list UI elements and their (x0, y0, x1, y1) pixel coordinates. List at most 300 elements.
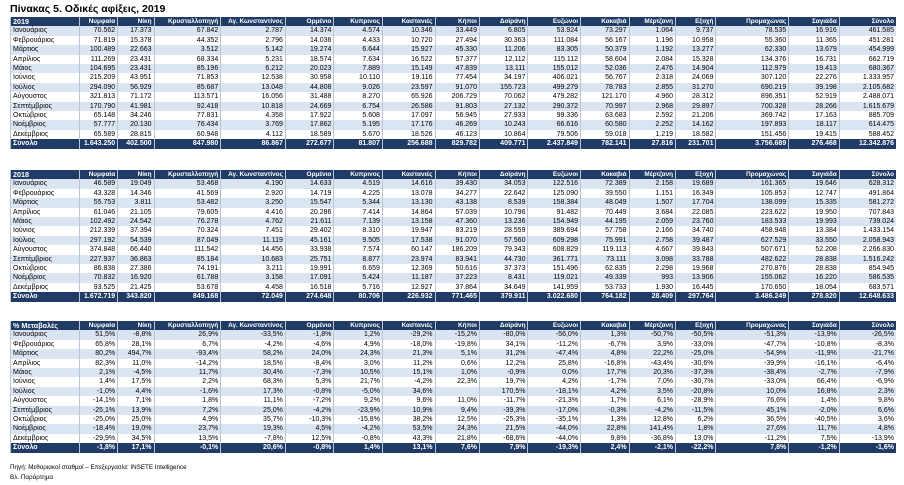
month-label: Μάιος (11, 368, 80, 377)
table-cell: 1.151 (629, 189, 675, 198)
table-cell: 13.158 (382, 217, 435, 226)
table-cell: 28.312 (676, 92, 716, 101)
table-cell: 8.310 (334, 226, 383, 235)
table-row (11, 245, 897, 254)
table-cell: 55.753 (79, 198, 117, 207)
table-cell: 15.547 (285, 198, 334, 207)
table-row (11, 434, 897, 443)
table-cell: 14.374 (285, 26, 334, 35)
table-cell: -29,2% (382, 330, 435, 339)
table-cell: 18,5% (221, 359, 286, 368)
table-cell: 18.526 (382, 130, 435, 139)
column-header: Κυπρινος (334, 17, 383, 26)
table-cell: 4.112 (221, 130, 286, 139)
column-header: Σαγιάδα (789, 170, 840, 179)
table-cell: 11,0% (118, 359, 154, 368)
table-row (11, 92, 897, 101)
table-cell: 15.149 (382, 64, 435, 73)
table-cell: 72.389 (581, 179, 630, 188)
month-label: Φεβρουάριος (11, 36, 80, 45)
table-cell: 66.440 (118, 245, 154, 254)
table-row (11, 349, 897, 358)
table-cell: 66,4% (789, 377, 840, 386)
table-cell: 71.853 (154, 73, 221, 82)
column-header: Νυμφαία (79, 321, 117, 330)
table-cell: 20.130 (118, 120, 154, 129)
table-cell: -4,2% (334, 424, 383, 433)
remark-note: Βλ. Παράρτημα (10, 474, 54, 481)
table-cell: 18.574 (285, 55, 334, 64)
table-cell: 627.529 (716, 236, 789, 245)
table-cell: 28,1% (118, 340, 154, 349)
column-header: Δοϊράνη (479, 321, 528, 330)
table-cell: 2.592 (629, 111, 675, 120)
total-cell: 782.141 (581, 139, 630, 148)
table-row (11, 406, 897, 415)
table-cell (435, 387, 479, 396)
table-cell: 6,7% (154, 340, 221, 349)
column-header: Καστανιές (382, 321, 435, 330)
column-header: Νυμφαία (79, 17, 117, 26)
table-cell: 11,1% (221, 396, 286, 405)
table-cell: 614.475 (839, 120, 896, 129)
column-header: Αγ. Κωνσταντίνος (221, 17, 286, 26)
table-cell: 10,9% (382, 406, 435, 415)
table-cell: 4.458 (221, 283, 286, 292)
table-cell: 73.111 (581, 255, 630, 264)
table-cell: 39.487 (676, 236, 716, 245)
table-cell: 2.968 (629, 102, 675, 111)
table-cell: 2.252 (629, 120, 675, 129)
table-cell: 71.172 (118, 92, 154, 101)
table-cell: 1.064 (629, 26, 675, 35)
table-cell: 24,0% (285, 349, 334, 358)
table-cell: 9,4% (435, 406, 479, 415)
table-cell: 22.663 (118, 45, 154, 54)
table-row (11, 208, 897, 217)
table-cell: 18.054 (789, 283, 840, 292)
table-row (11, 377, 897, 386)
table-cell: 609.298 (528, 236, 581, 245)
total-cell: 379.911 (479, 292, 528, 301)
table-row (11, 236, 897, 245)
table-cell: 79.343 (479, 245, 528, 254)
table-cell: 57.777 (79, 120, 117, 129)
table-cell: 3,9% (629, 340, 675, 349)
arrivals-table-2019 (10, 17, 896, 149)
table-cell: -44,0% (528, 434, 581, 443)
table-cell: 27.132 (479, 102, 528, 111)
table-cell: 55.360 (716, 36, 789, 45)
table-cell: -0,8% (285, 387, 334, 396)
table-cell: 60.948 (154, 130, 221, 139)
table-cell: 896.351 (716, 92, 789, 101)
table-cell: 1.192 (629, 45, 675, 54)
table-cell: 2.166 (629, 226, 675, 235)
column-header: Κήποι (435, 170, 479, 179)
table-cell: 9,6% (382, 396, 435, 405)
table-cell: 39.430 (435, 179, 479, 188)
table-cell: 26,9% (154, 330, 221, 339)
table-cell: 15.927 (382, 45, 435, 54)
month-label: Μάιος (11, 64, 80, 73)
table-cell: 5.195 (334, 120, 383, 129)
table-cell: 49.339 (581, 273, 630, 282)
table-cell: -11,2% (716, 434, 789, 443)
total-cell: 402.500 (118, 139, 154, 148)
table-cell: 45.330 (435, 45, 479, 54)
table-row (11, 255, 897, 264)
table-cell: 270.876 (716, 264, 789, 273)
table-cell: 58.604 (581, 55, 630, 64)
table-cell: 680.367 (839, 64, 896, 73)
table-cell: 494,7% (118, 349, 154, 358)
table-cell: 33.550 (789, 236, 840, 245)
table-cell: 53,5% (382, 424, 435, 433)
table-cell: 6.644 (334, 45, 383, 54)
table-cell: 4,9% (334, 340, 383, 349)
table-cell: 10.243 (479, 120, 528, 129)
table-cell: 12.927 (382, 283, 435, 292)
table-cell: 4,9% (154, 415, 221, 424)
table-cell: 2.266.830 (839, 245, 896, 254)
table-row (11, 179, 897, 188)
table-cell: 77.454 (435, 73, 479, 82)
table-cell: 22.642 (479, 189, 528, 198)
table-cell: -54,9% (716, 349, 789, 358)
table-cell: -39,9% (716, 359, 789, 368)
total-cell: 771.465 (435, 292, 479, 301)
table-cell: 37.373 (479, 264, 528, 273)
table-cell: 28.266 (789, 102, 840, 111)
column-header: Αγ. Κωνσταντίνος (221, 321, 286, 330)
table-cell: 77.831 (154, 111, 221, 120)
table-cell: 10.796 (479, 208, 528, 217)
column-header: Εξοχή (676, 170, 716, 179)
table-cell: 7,0% (629, 377, 675, 386)
table-cell: 68,3% (221, 377, 286, 386)
table-cell: 14.864 (382, 208, 435, 217)
total-cell: 829.782 (435, 139, 479, 148)
table-cell: 28.559 (479, 226, 528, 235)
total-cell: 7,9% (479, 443, 528, 452)
table-cell: 5.716 (334, 283, 383, 292)
column-header: Προμαχώνας (716, 321, 789, 330)
table-cell: 19,7% (479, 377, 528, 386)
table-cell: 56.945 (435, 111, 479, 120)
total-cell: -1,6% (839, 443, 896, 452)
table-cell: 24.069 (676, 73, 716, 82)
table-cell: 499.279 (528, 83, 581, 92)
table-cell: -47,7% (716, 340, 789, 349)
column-header: Μέρτζανη (629, 321, 675, 330)
table-row (11, 64, 897, 73)
table-cell: 19.950 (789, 208, 840, 217)
table-cell: -20,8% (676, 387, 716, 396)
column-header: Κρυσταλλοπηγή (154, 170, 221, 179)
table-cell: 6.212 (221, 64, 286, 73)
table-cell: 18.582 (676, 130, 716, 139)
month-label: Ιούλιος (11, 387, 80, 396)
table-cell: 30.363 (479, 36, 528, 45)
table-cell: 19,3% (221, 424, 286, 433)
table-cell: -80,0% (479, 330, 528, 339)
total-cell: 764.182 (581, 292, 630, 301)
table-row (11, 73, 897, 82)
table-cell: 16.731 (789, 55, 840, 64)
table-cell: 100.489 (79, 45, 117, 54)
table-cell: 361.771 (528, 255, 581, 264)
table-cell: 53.924 (528, 26, 581, 35)
table-cell: -13,9% (789, 330, 840, 339)
table-cell: 18.589 (285, 130, 334, 139)
table-cell: 1,3% (581, 415, 630, 424)
table-cell: 9,8% (839, 396, 896, 405)
table-cell: 321.813 (79, 92, 117, 101)
table-cell: 141.959 (528, 283, 581, 292)
total-cell: 231.701 (676, 139, 716, 148)
month-label: Νοέμβριος (11, 273, 80, 282)
column-header: Ορμένιο (285, 170, 334, 179)
table-cell: -35,1% (528, 415, 581, 424)
table-cell: 62.330 (716, 45, 789, 54)
table-cell: 65.926 (382, 92, 435, 101)
total-cell: 17,1% (118, 443, 154, 452)
table-cell: 13.078 (382, 189, 435, 198)
month-label: Απρίλιος (11, 359, 80, 368)
table-cell: 389.694 (528, 226, 581, 235)
table-cell: 11.119 (221, 236, 286, 245)
table-cell: 14.036 (285, 36, 334, 45)
total-cell: 27.816 (629, 139, 675, 148)
total-cell: 1,4% (334, 443, 383, 452)
table-cell: 14.346 (118, 189, 154, 198)
table-cell: 43.138 (435, 198, 479, 207)
table-cell: 581.272 (839, 198, 896, 207)
total-cell: 276.468 (789, 139, 840, 148)
table-cell: 14.616 (382, 179, 435, 188)
table-cell: 21,8% (435, 434, 479, 443)
month-label: Οκτώβριος (11, 111, 80, 120)
table-cell: 23.760 (676, 217, 716, 226)
table-cell: 57.560 (479, 236, 528, 245)
table-cell: -7,8% (221, 434, 286, 443)
table-cell: 15,1% (382, 368, 435, 377)
table-cell: 2.158 (629, 179, 675, 188)
table-cell: 83.941 (435, 255, 479, 264)
total-cell: -22,2% (676, 443, 716, 452)
table-cell: 215.209 (79, 73, 117, 82)
table-cell: 19.968 (676, 264, 716, 273)
table-cell: 7,1% (118, 396, 154, 405)
table-cell: 11,2% (382, 359, 435, 368)
table-cell: 1.516.242 (839, 255, 896, 264)
table-cell: 9,8% (581, 434, 630, 443)
table-cell: 57.377 (435, 55, 479, 64)
table-cell: 2,2% (154, 377, 221, 386)
total-cell: 72.049 (221, 292, 286, 301)
table-cell: 37.864 (435, 283, 479, 292)
table-cell: 63.683 (581, 111, 630, 120)
table-cell: 12,5% (285, 434, 334, 443)
table-cell: 102.492 (79, 217, 117, 226)
table-cell: 3.811 (118, 198, 154, 207)
table-cell: -39,3% (479, 406, 528, 415)
table-cell: 4,5% (285, 424, 334, 433)
column-header: Καστανιές (382, 17, 435, 26)
total-label: Σύνολο (11, 443, 80, 452)
table-cell: 23.597 (382, 83, 435, 92)
table-cell: 39.198 (789, 83, 840, 92)
table-cell: -8,4% (285, 359, 334, 368)
table-cell: 56.767 (581, 73, 630, 82)
column-header: Δοϊράνη (479, 17, 528, 26)
table-cell: 9.737 (676, 26, 716, 35)
table-cell: -51,3% (716, 330, 789, 339)
table-cell: 2.488.071 (839, 92, 896, 101)
table-row (11, 26, 897, 35)
table-cell: 0,6% (435, 359, 479, 368)
month-label: Δεκέμβριος (11, 283, 80, 292)
column-header: Ευζώνοι (528, 321, 581, 330)
table-cell: -11,9% (789, 349, 840, 358)
table-cell: 2,1% (79, 368, 117, 377)
table-row (11, 83, 897, 92)
total-cell: -2,1% (629, 443, 675, 452)
table-cell: 39.550 (581, 189, 630, 198)
table-cell: 13,9% (118, 406, 154, 415)
table-cell: 16,8% (789, 387, 840, 396)
total-cell: 297.764 (676, 292, 716, 301)
table-cell: 1,0% (435, 368, 479, 377)
table-cell: -4,2% (629, 406, 675, 415)
table-cell: 2.758 (629, 236, 675, 245)
table-cell: 21.425 (118, 283, 154, 292)
table-cell: 53.678 (154, 283, 221, 292)
table-cell: 57.758 (581, 226, 630, 235)
column-header: Κακαβιά (581, 321, 630, 330)
total-cell: 256.688 (382, 139, 435, 148)
table-cell: 24,3% (334, 349, 383, 358)
table-cell: 80,2% (79, 349, 117, 358)
table-cell: 34.053 (479, 179, 528, 188)
table-cell: 22.276 (789, 73, 840, 82)
month-label: Μάρτιος (11, 349, 80, 358)
table-cell: 33.449 (435, 26, 479, 35)
table-cell: -25,0% (676, 349, 716, 358)
table-cell: 36.863 (118, 255, 154, 264)
month-label: Νοέμβριος (11, 120, 80, 129)
table-cell: 19.689 (676, 179, 716, 188)
table-cell: 2.920 (221, 189, 286, 198)
table-cell: -38,4% (716, 368, 789, 377)
table-cell: 56.929 (118, 83, 154, 92)
table-cell: 2.058.943 (839, 236, 896, 245)
total-cell: 1.672.719 (79, 292, 117, 301)
table-cell: 628.312 (839, 179, 896, 188)
table-cell: 4,8% (581, 349, 630, 358)
table-cell: -7,9% (839, 368, 896, 377)
table-cell: 683.571 (839, 283, 896, 292)
table-cell: -4,2% (285, 406, 334, 415)
month-label: Ιούνιος (11, 73, 80, 82)
table-cell: 13.277 (676, 45, 716, 54)
total-cell: 13,1% (382, 443, 435, 452)
table-cell: 79.506 (528, 130, 581, 139)
total-cell: 1.643.250 (79, 139, 117, 148)
year-header: % Μεταβολές (11, 321, 80, 330)
month-label: Μάιος (11, 217, 80, 226)
table-cell: 2.105.682 (839, 83, 896, 92)
table-cell: 26.586 (382, 102, 435, 111)
month-label: Ιούνιος (11, 377, 80, 386)
total-row (11, 443, 897, 452)
change-table-percent (10, 321, 896, 453)
table-cell: 3,0% (334, 359, 383, 368)
table-cell: -4,2% (382, 377, 435, 386)
table-cell: 9.026 (334, 83, 383, 92)
table-cell: 4,2% (581, 387, 630, 396)
table-cell: 99.336 (528, 111, 581, 120)
table-cell: 1,3% (581, 330, 630, 339)
table-cell: -25,3% (479, 415, 528, 424)
header-row (11, 170, 897, 179)
table-cell: 406.021 (528, 73, 581, 82)
table-cell: 70.449 (581, 208, 630, 217)
table-cell: 3.250 (221, 198, 286, 207)
table-cell: 5.344 (334, 198, 383, 207)
column-header: Σύνολο (839, 321, 896, 330)
table-cell: 41.569 (154, 189, 221, 198)
table-cell: 31,2% (479, 349, 528, 358)
month-label: Απρίλιος (11, 55, 80, 64)
table-cell: -0,3% (581, 406, 630, 415)
table-cell: 78.535 (716, 26, 789, 35)
table-cell: -68,6% (479, 434, 528, 443)
table-cell: 11,7% (154, 368, 221, 377)
table-cell: 11,7% (789, 424, 840, 433)
table-cell: 15.335 (789, 198, 840, 207)
column-header: Σύνολο (839, 170, 896, 179)
table-cell: 294.090 (79, 83, 117, 92)
table-cell: -40,5% (789, 415, 840, 424)
table-cell: -30,7% (676, 377, 716, 386)
table-cell: 112.979 (716, 64, 789, 73)
table-cell: 5.424 (334, 273, 383, 282)
table-cell: 27,6% (716, 424, 789, 433)
table-cell: 7.574 (334, 245, 383, 254)
month-label: Ιανουάριος (11, 26, 80, 35)
table-cell: 82,3% (79, 359, 117, 368)
table-cell: 739.024 (839, 217, 896, 226)
table-cell: 60.147 (382, 245, 435, 254)
table-cell: 19.993 (789, 217, 840, 226)
table-cell: 151.496 (528, 264, 581, 273)
table-cell: 44.730 (479, 255, 528, 264)
table-cell: 122.516 (528, 179, 581, 188)
table-cell: 28.838 (789, 264, 840, 273)
table-cell: 57.039 (435, 208, 479, 217)
month-label: Σεπτέμβριος (11, 406, 80, 415)
table-cell: 23.974 (382, 255, 435, 264)
table-cell: 138.099 (716, 198, 789, 207)
table-cell: 17,3% (221, 387, 286, 396)
table-cell: -26,5% (839, 330, 896, 339)
table-cell: 11.365 (789, 36, 840, 45)
table-cell: 4.358 (221, 111, 286, 120)
table-cell: 13,5% (154, 434, 221, 443)
table-cell: 52.036 (581, 64, 630, 73)
